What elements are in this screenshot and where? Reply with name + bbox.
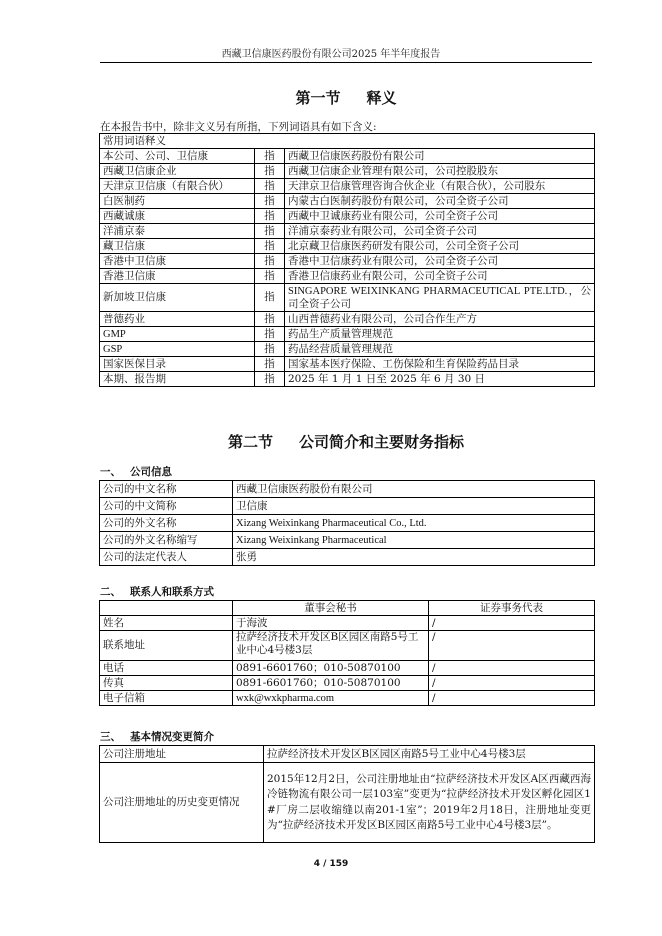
secretary-cell: 拉萨经济技术开发区B区园区南路5号工业中心4号楼3层: [233, 631, 429, 661]
table-row: [100, 532, 595, 549]
rep-cell: /: [429, 616, 595, 631]
table-row: [100, 327, 595, 342]
secretary-cell: 于海波: [233, 616, 429, 631]
part1-num: 一、: [100, 466, 121, 478]
symbol-cell: 指: [255, 194, 285, 209]
part3-num: 三、: [100, 731, 121, 743]
section2-title-name: 公司简介和主要财务指标: [299, 433, 465, 451]
term-cell: 国家医保目录: [100, 357, 255, 372]
table-row: [100, 284, 595, 312]
value-cell: 西藏卫信康医药股份有限公司: [233, 481, 595, 498]
value-cell: 拉萨经济技术开发区B区园区南路5号工业中心4号楼3层: [264, 746, 595, 763]
definition-cell: 西藏中卫诚康药业有限公司，公司全资子公司: [285, 209, 595, 224]
label-cell: 电子信箱: [100, 691, 233, 706]
rep-cell: /: [429, 631, 595, 661]
section2-title-num: 第二节: [227, 433, 273, 451]
value-cell: Xizang Weixinkang Pharmaceutical: [233, 532, 595, 549]
symbol-cell: 指: [255, 342, 285, 357]
table-row: [100, 372, 595, 387]
term-cell: 天津京卫信康（有限合伙）: [100, 179, 255, 194]
table-row: [100, 149, 595, 164]
part3-title: 基本情况变更简介: [130, 731, 214, 743]
label-cell: 传真: [100, 676, 233, 691]
rep-cell: /: [429, 661, 595, 676]
value-cell: 2015年12月2日，公司注册地址由“拉萨经济技术开发区A区西藏西海冷链物流有限公司一层103室”变更为“拉萨经济技术开发区孵化园区1#厂房二层收缩缝以南201-1室”；2019年2月18日，注册地址变更为“拉萨经济技术开发区B区园区南路5号工业中心4号楼3层”。: [264, 763, 595, 843]
value-cell: Xizang Weixinkang Pharmaceutical Co., Ltd.: [233, 515, 595, 532]
symbol-cell: 指: [255, 149, 285, 164]
term-cell: 香港中卫信康: [100, 254, 255, 269]
symbol-cell: 指: [255, 312, 285, 327]
label-cell: 公司注册地址的历史变更情况: [100, 763, 264, 843]
label-cell: 公司的外文名称缩写: [100, 532, 233, 549]
part1-title: 公司信息: [130, 466, 172, 478]
table-row: [100, 661, 595, 676]
term-cell: 本期、报告期: [100, 372, 255, 387]
table-row: [100, 254, 595, 269]
table-row: [100, 179, 595, 194]
symbol-cell: 指: [255, 327, 285, 342]
table-row: [100, 239, 595, 254]
symbol-cell: 指: [255, 209, 285, 224]
table-row: [100, 194, 595, 209]
term-cell: 香港卫信康: [100, 269, 255, 284]
table-row: [100, 691, 595, 706]
label-cell: 公司注册地址: [100, 746, 264, 763]
definitions-table-title: 常用词语释义: [100, 134, 595, 149]
section1-title-num: 第一节: [295, 89, 341, 107]
label-cell: 姓名: [100, 616, 233, 631]
label-cell: 公司的外文名称: [100, 515, 233, 532]
table-row: [100, 342, 595, 357]
definitions-table: [99, 133, 595, 387]
term-cell: 白医制药: [100, 194, 255, 209]
table-row: [100, 357, 595, 372]
definition-cell: 洋浦京泰药业有限公司，公司全资子公司: [285, 224, 595, 239]
table-row: [100, 481, 595, 498]
table-row: [100, 763, 595, 843]
table-row: [100, 631, 595, 661]
label-cell: 电话: [100, 661, 233, 676]
definition-cell: 西藏卫信康医药股份有限公司: [285, 149, 595, 164]
secretary-cell: wxk@wxkpharma.com: [233, 691, 429, 706]
symbol-cell: 指: [255, 239, 285, 254]
definition-cell: SINGAPORE WEIXINKANG PHARMACEUTICAL PTE.LTD.，公司全资子公司: [285, 284, 595, 312]
section1-intro: 在本报告书中，除非文义另有所指，下列词语具有如下含义:: [100, 121, 377, 133]
rep-column-header: 证券事务代表: [429, 601, 595, 616]
table-row: [100, 209, 595, 224]
rep-cell: /: [429, 676, 595, 691]
value-cell: 卫信康: [233, 498, 595, 515]
section1-title-name: 释义: [366, 89, 397, 107]
symbol-cell: 指: [255, 224, 285, 239]
company-info-table: [99, 480, 595, 566]
definition-cell: 天津京卫信康管理咨询合伙企业（有限合伙），公司股东: [285, 179, 595, 194]
page-number: 4 / 159: [313, 859, 349, 869]
header-divider: [100, 62, 592, 63]
definition-cell: 香港中卫信康药业有限公司，公司全资子公司: [285, 254, 595, 269]
table-row: [100, 269, 595, 284]
definition-cell: 内蒙古白医制药股份有限公司，公司全资子公司: [285, 194, 595, 209]
contact-table: [99, 600, 595, 706]
definition-cell: 北京藏卫信康医药研发有限公司，公司全资子公司: [285, 239, 595, 254]
secretary-cell: 0891-6601760；010-50870100: [233, 676, 429, 691]
secretary-column-header: 董事会秘书: [233, 601, 429, 616]
table-row: [100, 498, 595, 515]
value-cell: 张勇: [233, 549, 595, 566]
definition-cell: 西藏卫信康企业管理有限公司，公司控股股东: [285, 164, 595, 179]
term-cell: GMP: [100, 327, 255, 342]
definition-cell: 药品生产质量管理规范: [285, 327, 595, 342]
definition-cell: 药品经营质量管理规范: [285, 342, 595, 357]
part3-heading: [100, 729, 214, 744]
term-cell: 本公司、公司、卫信康: [100, 149, 255, 164]
symbol-cell: 指: [255, 254, 285, 269]
rep-cell: /: [429, 691, 595, 706]
symbol-cell: 指: [255, 372, 285, 387]
section1-title: [100, 87, 592, 108]
part2-heading: [100, 584, 214, 599]
symbol-cell: 指: [255, 269, 285, 284]
secretary-cell: 0891-6601760；010-50870100: [233, 661, 429, 676]
term-cell: 新加坡卫信康: [100, 284, 255, 312]
term-cell: 西藏卫信康企业: [100, 164, 255, 179]
term-cell: 藏卫信康: [100, 239, 255, 254]
definition-cell: 国家基本医疗保险、工伤保险和生育保险药品目录: [285, 357, 595, 372]
part2-title: 联系人和联系方式: [130, 586, 214, 598]
symbol-cell: 指: [255, 357, 285, 372]
table-row: [100, 515, 595, 532]
label-cell: 公司的中文简称: [100, 498, 233, 515]
symbol-cell: 指: [255, 164, 285, 179]
table-row: [100, 164, 595, 179]
basic-change-table: [99, 745, 595, 843]
part1-heading: [100, 464, 172, 479]
symbol-cell: 指: [255, 284, 285, 312]
definitions-table-title-row: [100, 134, 595, 149]
label-cell: 公司的法定代表人: [100, 549, 233, 566]
symbol-cell: 指: [255, 179, 285, 194]
report-header: 西藏卫信康医药股份有限公司2025 年半年度报告: [221, 49, 441, 60]
term-cell: 普德药业: [100, 312, 255, 327]
table-row: [100, 549, 595, 566]
table-row: [100, 676, 595, 691]
label-cell: 公司的中文名称: [100, 481, 233, 498]
section2-title: [100, 431, 592, 452]
label-cell: 联系地址: [100, 631, 233, 661]
definition-cell: 香港卫信康药业有限公司，公司全资子公司: [285, 269, 595, 284]
table-row: [100, 746, 595, 763]
header-blank-cell: [100, 601, 233, 616]
term-cell: 洋浦京泰: [100, 224, 255, 239]
definition-cell: 山西普德药业有限公司，公司合作生产方: [285, 312, 595, 327]
term-cell: GSP: [100, 342, 255, 357]
table-row: [100, 224, 595, 239]
contact-table-header: [100, 601, 595, 616]
definition-cell: 2025 年 1 月 1 日至 2025 年 6 月 30 日: [285, 372, 595, 387]
part2-num: 二、: [100, 586, 121, 598]
term-cell: 西藏诚康: [100, 209, 255, 224]
table-row: [100, 312, 595, 327]
table-row: [100, 616, 595, 631]
